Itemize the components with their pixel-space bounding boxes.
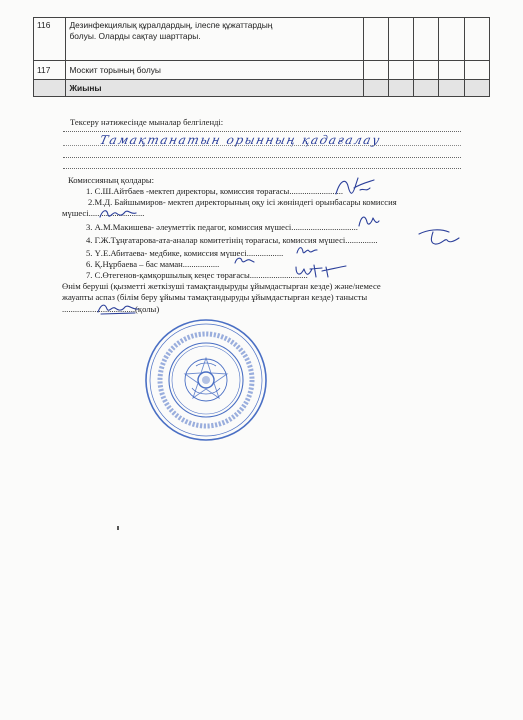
signature-3 (355, 212, 381, 230)
dot-leader: ............... (345, 235, 378, 245)
table-row (34, 61, 490, 80)
commission-member-1: 1. С.Ш.Айтбаев -мектеп директоры, комиссия төрағасы......................... (86, 186, 344, 196)
cell (363, 61, 388, 80)
dot-leader: ................. (182, 259, 220, 269)
cell (439, 18, 464, 61)
signature-7 (292, 259, 350, 281)
commission-member-2: 2.М.Д. Байшымиров- мектеп директорының оқу ісі жөніндегі орынбасары комиссия (88, 197, 397, 207)
total-row (34, 80, 490, 97)
cell (363, 80, 388, 97)
commission-member-5: 5. Ү.Е.Абитаева- медбике, комиссия мүшесі................. (86, 248, 284, 258)
cell (414, 80, 439, 97)
signature-2 (97, 205, 139, 221)
row-text: Дезинфекциялық құралдардың, ілеспе құжаттардың болуы. Оларды сақтау шарттары. (66, 18, 363, 61)
dotted-line (63, 145, 461, 146)
total-label: Жиыны (66, 80, 363, 97)
cell (439, 80, 464, 97)
producer-line-1: Өнім беруші (қызметті жеткізуші тамақтандыруды ұйымдастырған кезде) және/немесе (62, 281, 381, 291)
signature-5 (294, 243, 320, 257)
signature-1 (330, 174, 378, 200)
commission-member-3: 3. А.М.Макишева- әлеуметтік педагог, комиссия мүшесі............................... (86, 222, 358, 232)
scan-mark (117, 526, 119, 530)
cell (464, 80, 489, 97)
cell (388, 18, 413, 61)
row-number: 116 (34, 18, 66, 61)
commission-member-6: 6. Қ.Нұрбаева – бас маман................. (86, 259, 220, 269)
official-stamp (144, 318, 268, 442)
dot-leader: .......................... (88, 208, 145, 218)
commission-heading: Комиссияның қолдары: (68, 175, 155, 185)
commission-member-4: 4. Г.Ж.Тұңғатарова-ата-аналар комитетінің төрағасы, комиссия мүшесі............... (86, 235, 378, 245)
cell (414, 61, 439, 80)
cell (414, 18, 439, 61)
dot-leader: ......................... (289, 186, 344, 196)
cell (464, 18, 489, 61)
row-number (34, 80, 66, 97)
producer-sign-line: ..................................(қолы) (62, 304, 160, 314)
producer-line-2: жауапты аспаз (білім беру ұйымы тамақтандыруды ұйымдастырған кезде) танысты (62, 292, 368, 302)
dotted-line (63, 168, 461, 169)
signature-4 (415, 226, 465, 248)
cell (464, 61, 489, 80)
dotted-line (63, 157, 461, 158)
signature-8 (95, 300, 141, 316)
cell (388, 61, 413, 80)
dot-leader: ................. (246, 248, 284, 258)
cell (363, 18, 388, 61)
row-text: Москит торының болуы (66, 61, 363, 80)
signature-6 (232, 254, 256, 266)
commission-member-7: 7. С.Өтегенов-қамқоршылық кеңес төрағасы........................... (86, 270, 308, 280)
dot-leader: .................................. (62, 304, 136, 314)
commission-member-2-cont: мүшесі.......................... (62, 208, 145, 218)
dotted-line (63, 131, 461, 132)
cell (388, 80, 413, 97)
inspection-intro: Тексеру нәтижесінде мыналар белгіленді: (70, 117, 224, 127)
handwritten-note: Тамақтанатын орынның қадағалау (98, 133, 383, 147)
cell (439, 61, 464, 80)
table-row (34, 18, 490, 61)
checklist-table (33, 17, 490, 97)
dot-leader: ........................... (249, 270, 308, 280)
dot-leader: ............................... (291, 222, 358, 232)
row-number: 117 (34, 61, 66, 80)
